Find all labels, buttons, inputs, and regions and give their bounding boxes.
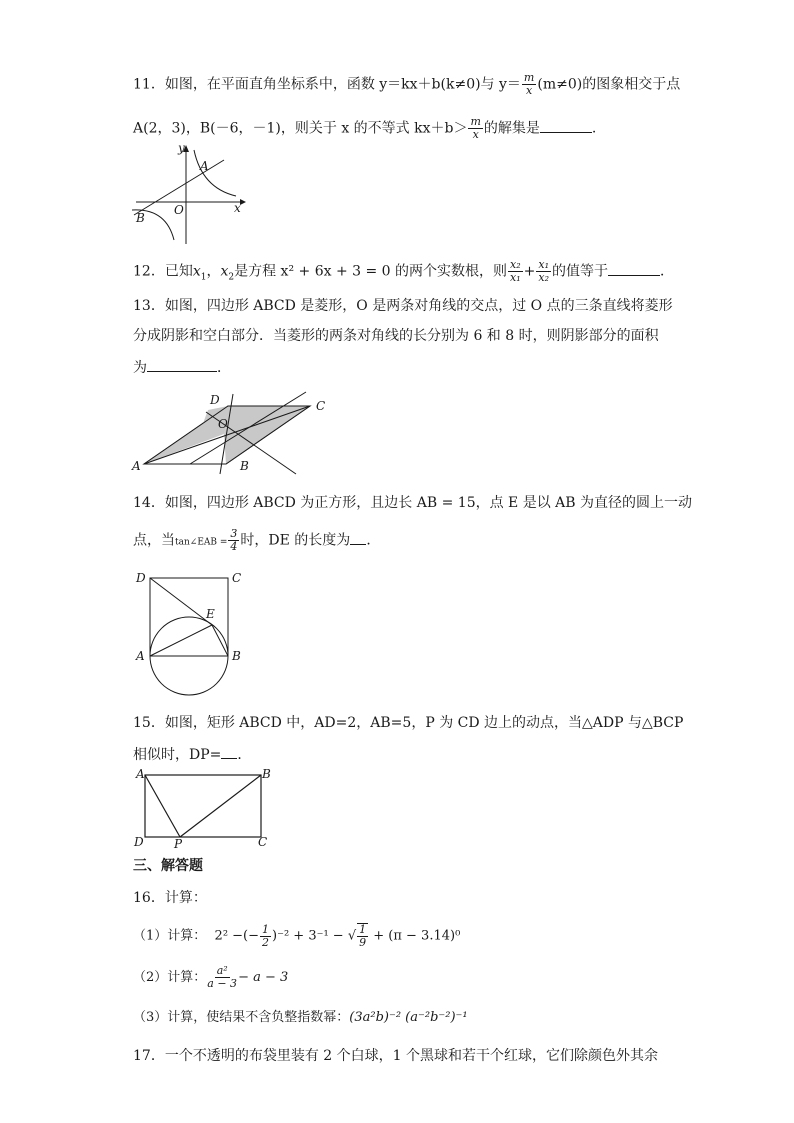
q13-line-2: 分成阴影和空白部分．当菱形的两条对角线的长分别为 6 和 8 时，则阴影部分的面积 [133,328,659,344]
q14-label-A: A [136,649,145,663]
q12-text-b: 是方程 x² + 6x + 3 = 0 的两个实数根，则 [234,263,508,280]
q12-text-c: 的值等于 [552,263,609,280]
q12-x2-sub: 2 [228,272,235,283]
q11-text-1: 11．如图，在平面直角坐标系中，函数 y＝kx＋b(k≠0)与 y＝ [133,76,521,93]
q14-label-B: B [232,649,241,663]
q14-answer-blank[interactable] [350,530,366,545]
q13-line-3: 为 ． [133,357,231,378]
q11-line-1 [133,72,680,97]
q12-x1-sub: 1 [200,272,207,283]
q15-line-1: 15．如图，矩形 ABCD 中，AD=2，AB=5，P 为 CD 边上的动点，当△ADP 与△BCP [133,715,684,731]
q15-segment-ap [145,775,180,837]
q12-x2: x [220,263,229,280]
q14-label-E: E [206,607,215,621]
q11-hyperbola-upper [194,150,236,196]
q12-text-a: 12．已知 [133,263,193,280]
q11-label-y: y [178,141,185,155]
q15-label-P: P [174,837,183,851]
q15-line-2: 相似时，DP= ． [133,744,251,765]
q14-figure [128,566,253,696]
q15-answer-blank[interactable] [221,744,237,759]
q13-line-1: 13．如图，四边形 ABCD 是菱形，O 是两条对角线的交点，过 O 点的三条直线将菱形 [133,298,673,314]
q14-tan-fraction: $\frac{3}{4}$ [230,527,238,553]
q14-segment-ae [150,625,212,656]
q11-fraction-m-over-x-2: $\frac{m}{x}$ [470,115,481,141]
q13-answer-blank[interactable] [147,357,217,372]
q14-tan-label: tan∠EAB = [175,537,228,548]
section-heading: 三、解答题 [133,858,203,874]
q11-figure [128,140,248,250]
q16-part-3: （3）计算，使结果不含负整指数幂：(3a²b)⁻² (a⁻²b⁻²)⁻¹ [133,1010,468,1025]
q16-part-1: （1）计算： 2² −(− $\frac{1}{2}$ )⁻² + 3⁻¹ − √ $\frac{1}{9}$ + (π − 3.14)⁰ [133,922,461,949]
q15-label-C: C [258,835,268,849]
q12-x1: x [192,263,201,280]
q14-label-D: D [136,571,146,585]
q11-fraction-m-over-x: $\frac{m}{x}$ [523,71,535,97]
q15-figure [128,766,278,852]
q12-frac-1: $\frac{\text{x₂}}{\text{x₁}}$ [510,258,521,284]
q17-line-1: 17．一个不透明的布袋里装有 2 个白球，1 个黑球和若干个红球，它们除颜色外其余 [133,1048,658,1064]
q15-segment-bp [180,775,261,837]
q16-half-fraction: $\frac{1}{2}$ [262,922,270,949]
q11-label-O: O [174,203,184,217]
q11-x-arrow [240,199,246,205]
q16-part2-fraction: $\frac{\text{a²}}{a - 3}$ [207,964,238,990]
q15-label-D: D [134,835,144,849]
q11-label-B: B [136,211,145,225]
q13-label-O: O [218,417,228,431]
q14-label-C: C [232,571,242,585]
q15-label-B: B [262,767,271,781]
q11-text-3: A(2，3)，B(－6，－1)，则关于 x 的不等式 kx＋b＞ [133,120,468,137]
q16-title: 16．计算： [133,890,207,906]
q12-frac-2: $\frac{\text{x₁}}{\text{x₂}}$ [538,258,550,284]
q11-line-2: A(2，3)，B(－6，－1)，则关于 x 的不等式 kx＋b＞ $\frac{m}{x}$ 的解集是 . [133,115,597,141]
q12-answer-blank[interactable] [608,261,660,276]
q16-part3-expression: (3a²b)⁻² (a⁻²b⁻²)⁻¹ [349,1010,468,1025]
q12-sep: ， [206,263,221,280]
q11-label-A: A [200,159,209,173]
q16-part-2: （2）计算： $\frac{\text{a²}}{a - 3}$ − a − 3 [133,964,289,990]
q14-line-2: 点，当tan∠EAB = $\frac{3}{4}$ 时，DE 的长度为 ． [133,527,381,553]
q14-segment-eb [212,625,228,656]
q11-answer-blank[interactable] [540,118,592,133]
q13-figure [128,390,338,475]
q11-label-x: x [234,201,241,215]
q13-label-B: B [240,459,249,473]
q16-root-fraction: $\frac{1}{9}$ [359,923,367,949]
q13-label-C: C [316,399,326,413]
q13-label-D: D [210,393,220,407]
q12-plus: + [523,263,536,280]
q14-line-1: 14．如图，四边形 ABCD 为正方形，且边长 AB = 15，点 E 是以 AB 为直径的圆上一动 [133,495,693,511]
q15-label-A: A [136,767,145,781]
q12-line: 12．已知$x_1$，$x_2$是方程 x² + 6x + 3 = 0 的两个实数根，则 $\frac{\text{x₂}}{\text{x₁}}$ + $\frac{\text{x₁}}{\text{x₂}}$ 的值等于 ． [133,258,675,284]
q11-text-4: 的解集是 [483,120,540,137]
q11-text-2: (m≠0)的图象相交于点 [537,76,681,93]
q13-label-A: A [132,459,141,473]
